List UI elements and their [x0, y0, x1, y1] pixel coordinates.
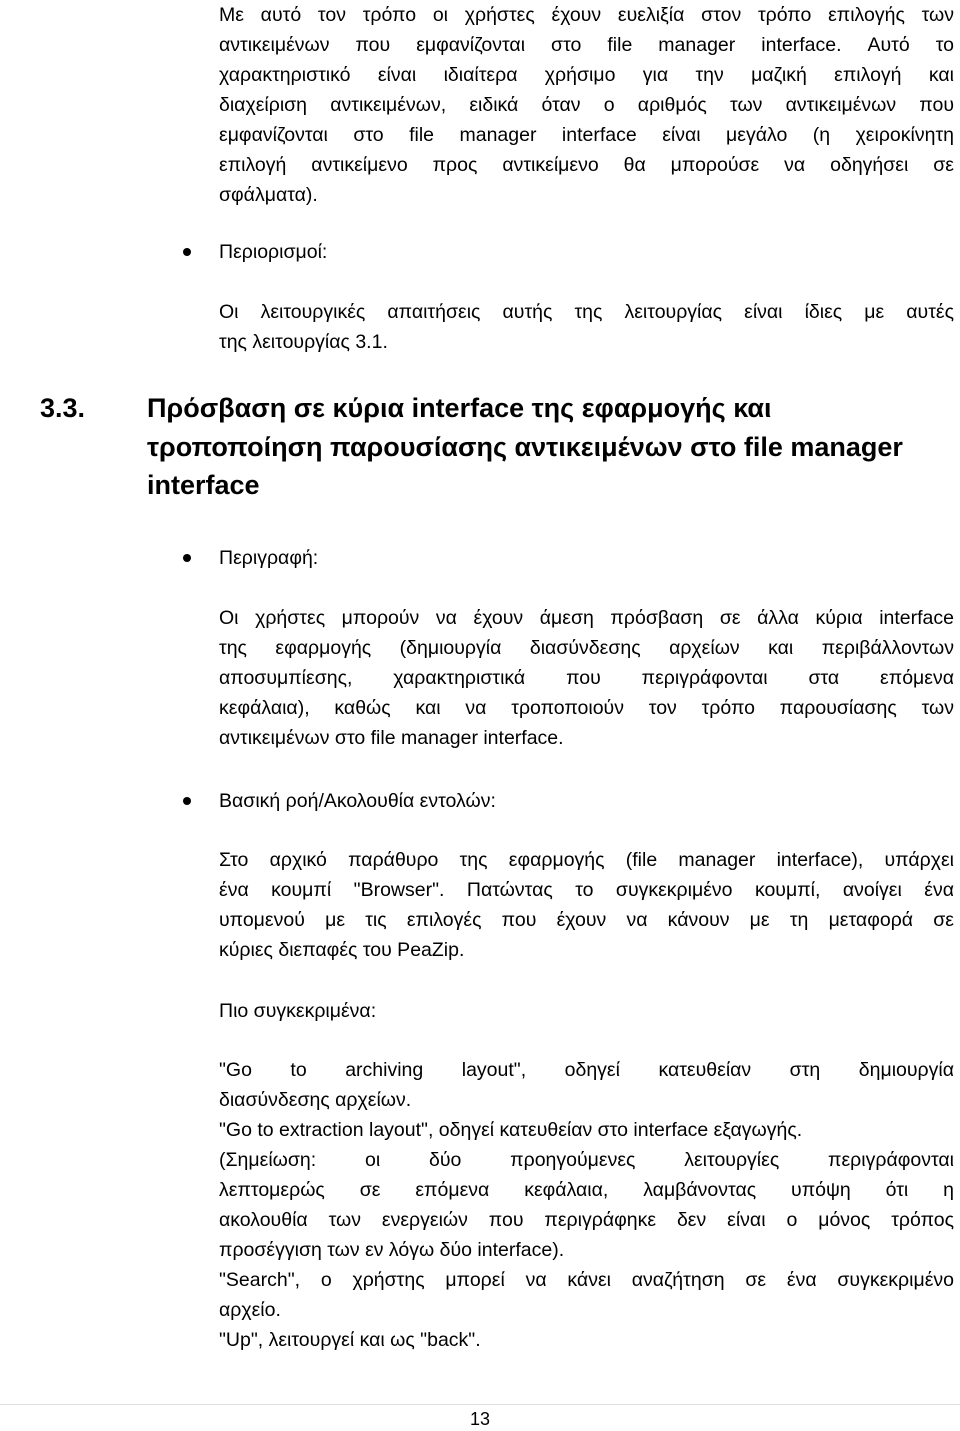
- text-line: "Up", λειτουργεί και ως "back".: [219, 1329, 481, 1351]
- text-line: ένα κουμπί "Browser". Πατώντας το συγκεκριμένο κουμπί, ανοίγει ένα: [219, 879, 954, 901]
- page-number: 13: [469, 1409, 491, 1429]
- text-line: της εφαρμογής (δημιουργία διασύνδεσης αρχείων και περιβάλλοντων: [219, 637, 954, 659]
- text-line: αποσυμπίεσης, χαρακτηριστικά που περιγράφονται στα επόμενα: [219, 667, 954, 689]
- text-line: υπομενού με τις επιλογές που έχουν να κάνουν με τη μεταφορά σε: [219, 909, 954, 931]
- specifically-label: Πιο συγκεκριμένα:: [219, 1000, 377, 1022]
- restrictions-paragraph: [219, 297, 954, 357]
- intro-paragraph: [219, 0, 954, 210]
- section-title-line: τροποποίηση παρουσίασης αντικειμένων στο file manager: [147, 431, 903, 462]
- text-line: "Go to archiving layout", οδηγεί κατευθείαν στη δημιουργία: [219, 1059, 954, 1081]
- description-label: Περιγραφή:: [219, 547, 319, 569]
- text-line: προσέγγιση των εν λόγω δύο interface).: [219, 1239, 565, 1261]
- description-paragraph: [219, 603, 954, 753]
- text-line: σφάλματα).: [219, 184, 318, 206]
- text-line: ακολουθία των ενεργειών που περιγράφηκε δεν είναι ο μόνος τρόπος: [219, 1209, 954, 1231]
- text-line: αντικειμένων στο file manager interface.: [219, 727, 564, 749]
- text-line: κύριες διεπαφές του PeaZip.: [219, 939, 465, 961]
- footer-divider: [0, 1404, 960, 1405]
- text-line: επιλογή αντικείμενο προς αντικείμενο θα μπορούσε να οδηγήσει σε: [219, 154, 954, 176]
- bullet-icon: [183, 797, 191, 805]
- text-line: διασύνδεσης αρχείων.: [219, 1089, 412, 1111]
- text-line: "Go to extraction layout", οδηγεί κατευθείαν στο interface εξαγωγής.: [219, 1119, 803, 1141]
- text-line: "Search", ο χρήστης μπορεί να κάνει αναζήτηση σε ένα συγκεκριμένο: [219, 1269, 954, 1291]
- bullet-icon: [183, 554, 191, 562]
- text-line: κεφάλαια), καθώς και να τροποποιούν τον τρόπο παρουσίασης των: [219, 697, 954, 719]
- text-line: εμφανίζονται στο file manager interface είναι μεγάλο (η χειροκίνητη: [219, 124, 954, 146]
- text-line: αρχείο.: [219, 1299, 281, 1321]
- bullet-icon: [183, 248, 191, 256]
- basic-flow-paragraph: [219, 845, 954, 965]
- section-title: [147, 389, 937, 505]
- section-heading-block: [0, 389, 960, 509]
- text-line: (Σημείωση: οι δύο προηγούμενες λειτουργίες περιγράφονται: [219, 1149, 954, 1171]
- text-line: Οι λειτουργικές απαιτήσεις αυτής της λειτουργίας είναι ίδιες με αυτές: [219, 301, 954, 323]
- text-line: Οι χρήστες μπορούν να έχουν άμεση πρόσβαση σε άλλα κύρια interface: [219, 607, 954, 629]
- restrictions-label: Περιορισμοί:: [219, 241, 328, 263]
- flow-items: [219, 1055, 954, 1355]
- text-line: της λειτουργίας 3.1.: [219, 331, 388, 353]
- section-title-line: Πρόσβαση σε κύρια interface της εφαρμογής και: [147, 393, 772, 423]
- text-line: χαρακτηριστικό είναι ιδιαίτερα χρήσιμο για την μαζική επιλογή και: [219, 64, 954, 86]
- text-line: διαχείριση αντικειμένων, ειδικά όταν ο αριθμός των αντικειμένων που: [219, 94, 954, 116]
- text-line: λεπτομερώς σε επόμενα κεφάλαια, λαμβάνοντας υπόψη ότι η: [219, 1179, 954, 1201]
- text-line: αντικειμένων που εμφανίζονται στο file manager interface. Αυτό το: [219, 34, 954, 56]
- section-title-line: interface: [147, 470, 260, 500]
- text-line: Με αυτό τον τρόπο οι χρήστες έχουν ευελιξία στον τρόπο επιλογής των: [219, 4, 954, 26]
- text-line: Στο αρχικό παράθυρο της εφαρμογής (file manager interface), υπάρχει: [219, 849, 954, 871]
- basic-flow-label: Βασική ροή/Ακολουθία εντολών:: [219, 790, 496, 812]
- section-number: 3.3.: [40, 393, 86, 423]
